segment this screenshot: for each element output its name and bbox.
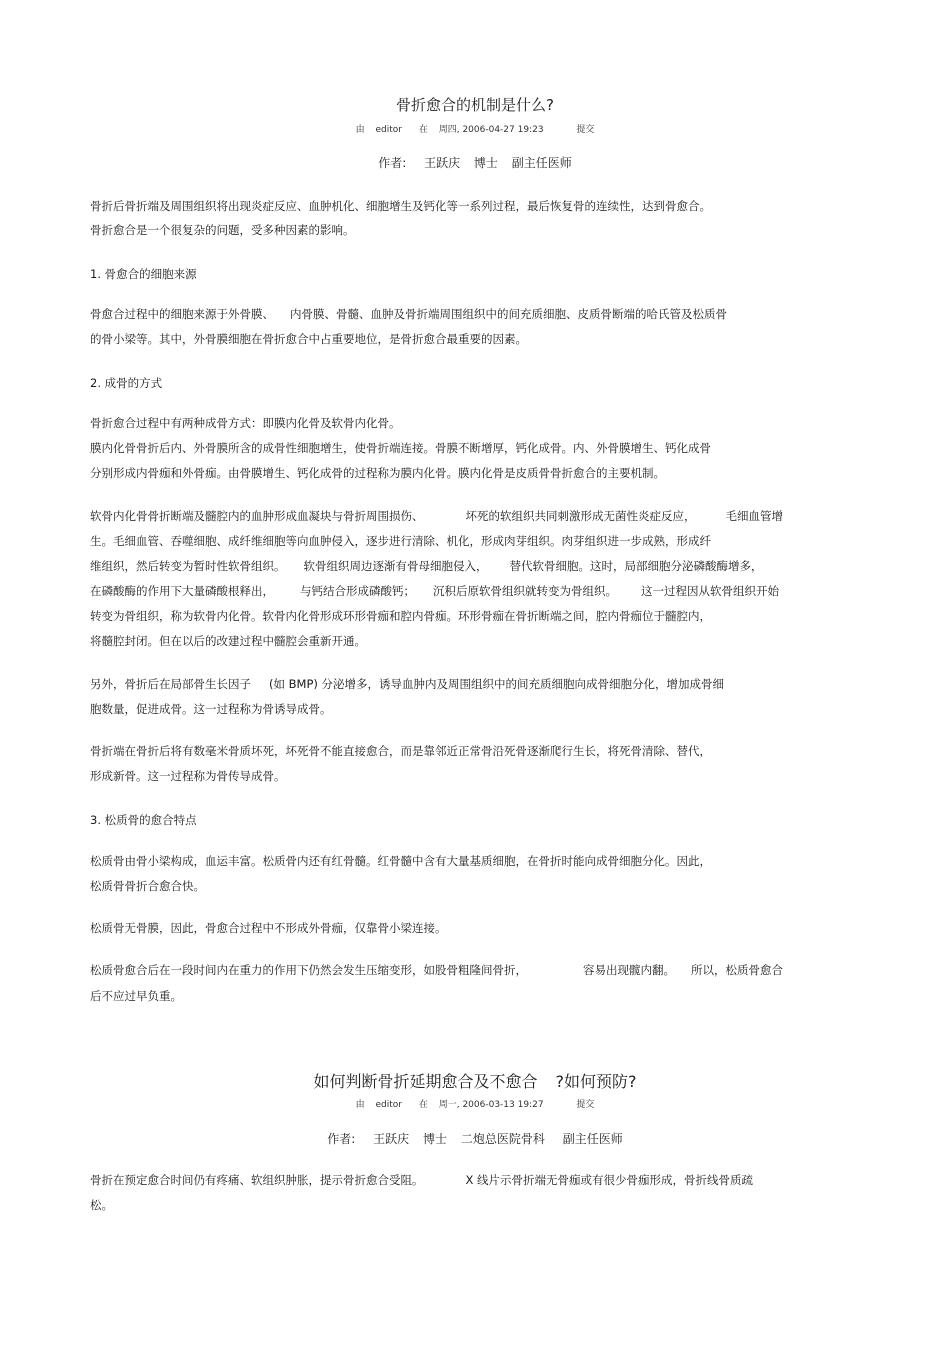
paragraph-line: 的骨小梁等。其中，外骨膜细胞在骨折愈合中占重要地位，是骨折愈合最重要的因素。 <box>90 332 527 346</box>
meta-by: 由 <box>355 125 365 135</box>
paragraph-line: 胞数量，促进成骨。这一过程称为骨诱导成骨。 <box>90 702 332 716</box>
paragraph-line: 松。 <box>90 1198 113 1212</box>
text-run: X 线片示骨折端无骨痂或有很少骨痂形成，骨折线骨质疏 <box>465 1173 754 1187</box>
paragraph-line: 骨折端在骨折后将有数毫米骨质坏死，坏死骨不能直接愈合，而是靠邻近正常骨沿死骨逐渐爬行生长，将死骨清除、替代， <box>90 744 711 758</box>
paragraph-line: 骨折愈合过程中有两种成骨方式：即膜内化骨及软骨内化骨。 <box>90 416 401 430</box>
text-run: 另外，骨折后在局部骨生长因子 <box>90 677 251 691</box>
paragraph-line: 形成新骨。这一过程称为骨传导成骨。 <box>90 769 286 783</box>
text-run: 松质骨愈合后在一段时间内在重力的作用下仍然会发生压缩变形，如股骨粗隆间骨折， <box>90 963 527 977</box>
author-degree: 博士 <box>423 1132 448 1146</box>
paragraph-line: 松质骨骨折合愈合快。 <box>90 879 205 893</box>
title-run: 如何判断骨折延期愈合及不愈合 <box>313 1072 538 1091</box>
author-role: 副主任医师 <box>511 156 572 170</box>
section-heading: 3. 松质骨的愈合特点 <box>90 813 197 827</box>
article-title <box>0 1069 950 1092</box>
article-title: 骨折愈合的机制是什么? <box>396 96 554 114</box>
text-run: 内骨膜、骨髓、血肿及骨折端周围组织中的间充质细胞、皮质骨断端的哈氏管及松质骨 <box>290 307 727 321</box>
article-meta <box>0 122 950 135</box>
paragraph-line <box>90 676 724 692</box>
meta-action: 提交 <box>576 1100 595 1110</box>
paragraph-line: 生。毛细血管、吞噬细胞、成纤维细胞等向血肿侵入，逐步进行清除、机化，形成肉芽组织。肉芽组织进一步成熟，形成纤 <box>90 534 711 548</box>
section-heading: 1. 骨愈合的细胞来源 <box>90 267 197 281</box>
title-run: ?如何预防? <box>555 1072 637 1091</box>
text-run: 所以，松质骨愈合 <box>691 963 783 977</box>
author-label: 作者: <box>378 156 407 170</box>
text-run: 坏死的软组织共同刺激形成无菌性炎症反应， <box>465 509 696 523</box>
author-dept: 二炮总医院骨科 <box>460 1132 545 1146</box>
author-name: 王跃庆 <box>373 1132 410 1146</box>
author-degree: 博士 <box>473 156 498 170</box>
text-run: 毛细血管增 <box>725 509 783 523</box>
meta-user-link[interactable]: editor <box>375 125 402 135</box>
paragraph-line <box>90 1172 753 1188</box>
paragraph-line: 转变为骨组织，称为软骨内化骨。软骨内化骨形成环形骨痂和腔内骨痂。环形骨痂在骨折断端之间，腔内骨痂位于髓腔内， <box>90 609 711 623</box>
author-name: 王跃庆 <box>424 156 461 170</box>
paragraph-line: 松质骨无骨膜，因此，骨愈合过程中不形成外骨痂，仅靠骨小梁连接。 <box>90 921 447 935</box>
text-run: 这一过程因从软骨组织开始 <box>641 584 779 598</box>
paragraph-line: 将髓腔封闭。但在以后的改建过程中髓腔会重新开通。 <box>90 634 366 648</box>
article-author <box>0 154 950 171</box>
paragraph-line: 膜内化骨骨折后内、外骨膜所含的成骨性细胞增生，使骨折端连接。骨膜不断增厚，钙化成骨。内、外骨膜增生、钙化成骨 <box>90 441 711 455</box>
paragraph-line: 骨折后骨折端及周围组织将出现炎症反应、血肿机化、细胞增生及钙化等一系列过程，最后恢复骨的连续性，达到骨愈合。 <box>90 199 711 213</box>
author-role: 副主任医师 <box>562 1132 623 1146</box>
meta-user-link[interactable]: editor <box>375 1100 402 1110</box>
text-run: 骨折在预定愈合时间仍有疼痛、软组织肿胀，提示骨折愈合受阻。 <box>90 1173 424 1187</box>
paragraph-line <box>90 508 783 524</box>
meta-by: 由 <box>355 1100 365 1110</box>
text-run: 沉积后原软骨组织就转变为骨组织。 <box>433 584 617 598</box>
meta-date: 周四, 2006-04-27 19:23 <box>438 125 544 135</box>
paragraph-line <box>90 558 763 574</box>
meta-at: 在 <box>418 125 428 135</box>
text-run: 骨愈合过程中的细胞来源于外骨膜、 <box>90 307 274 321</box>
text-run: 与钙结合形成磷酸钙； <box>300 584 415 598</box>
meta-at: 在 <box>418 1100 428 1110</box>
text-run: 软骨内化骨骨折断端及髓腔内的血肿形成血凝块与骨折周围损伤、 <box>90 509 424 523</box>
paragraph-line: 松质骨由骨小梁构成，血运丰富。松质骨内还有红骨髓。红骨髓中含有大量基质细胞，在骨折时能向成骨细胞分化。因此， <box>90 854 711 868</box>
meta-date: 周一, 2006-03-13 19:27 <box>438 1100 544 1110</box>
text-run: 替代软骨细胞。这时，局部细胞分泌磷酸酶增多， <box>509 559 763 573</box>
paragraph-line <box>90 583 779 599</box>
paragraph-line <box>90 962 783 978</box>
section-heading: 2. 成骨的方式 <box>90 376 163 390</box>
text-run: 软骨组织周边逐渐有骨母细胞侵入， <box>303 559 488 573</box>
author-label: 作者: <box>327 1132 356 1146</box>
text-run: 容易出现髋内翻。 <box>583 963 675 977</box>
paragraph-line <box>90 306 727 322</box>
text-run: 在磷酸酶的作用下大量磷酸根释出， <box>90 584 274 598</box>
text-run: 维组织，然后转变为暂时性软骨组织。 <box>90 559 286 573</box>
text-run: (如 BMP) 分泌增多，诱导血肿内及周围组织中的间充质细胞向成骨细胞分化，增加成骨细 <box>269 677 725 691</box>
meta-action: 提交 <box>576 125 595 135</box>
article-meta <box>0 1097 950 1110</box>
paragraph-line: 骨折愈合是一个很复杂的问题，受多种因素的影响。 <box>90 223 355 237</box>
paragraph-line: 后不应过早负重。 <box>90 989 182 1003</box>
article-author <box>0 1130 950 1147</box>
paragraph-line: 分别形成内骨痂和外骨痂。由骨膜增生、钙化成骨的过程称为膜内化骨。膜内化骨是皮质骨骨折愈合的主要机制。 <box>90 466 665 480</box>
